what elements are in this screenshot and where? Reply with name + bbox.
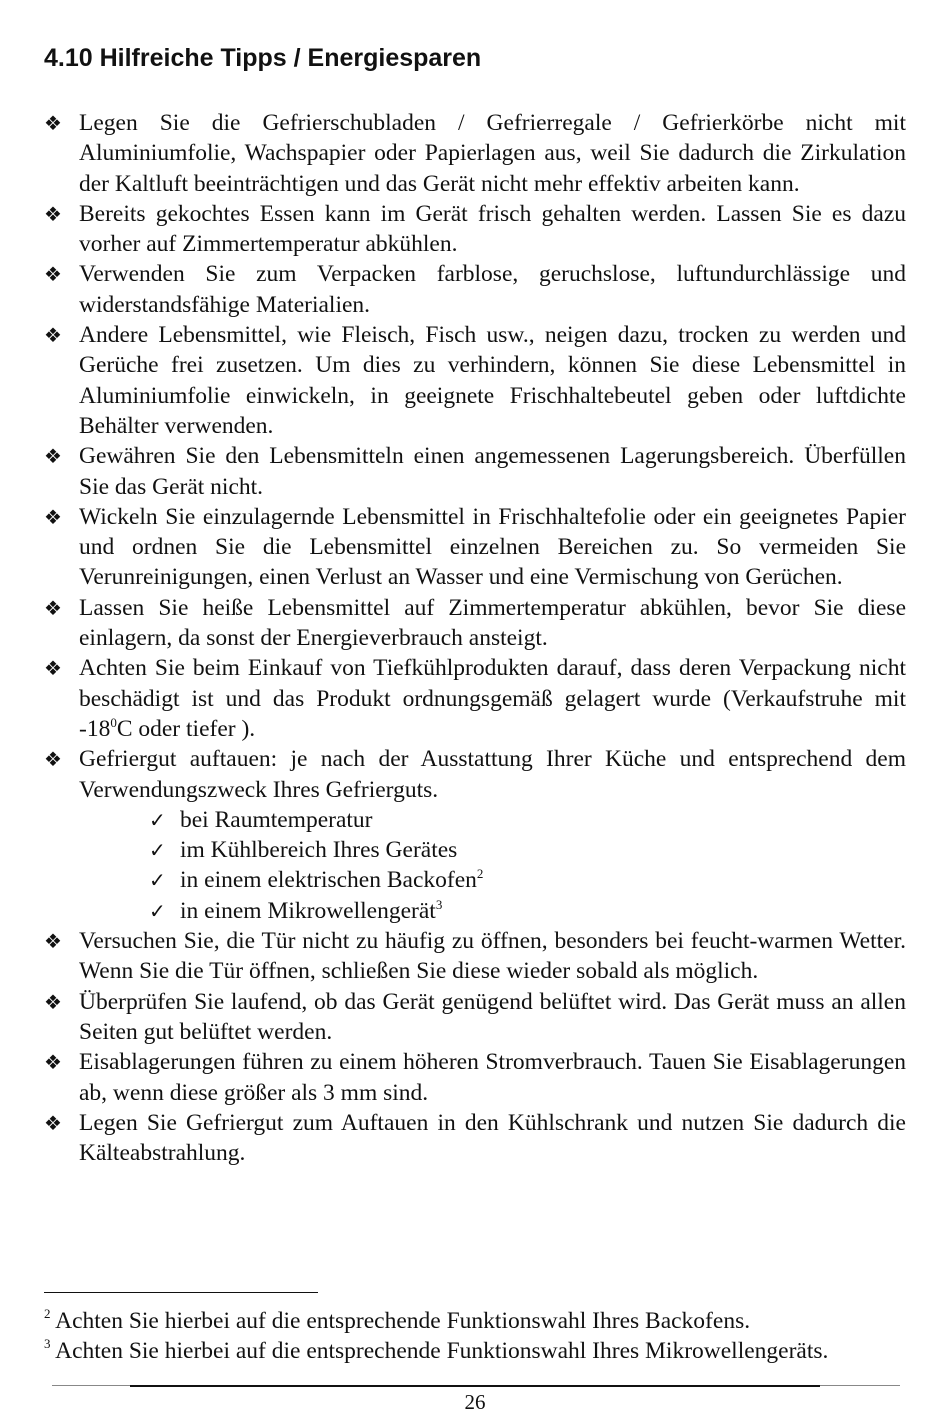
tip-item [44,987,906,1048]
tip-text-part: C oder tiefer ). [116,715,256,742]
tip-item [44,593,906,654]
check-mark-icon: ✓ [149,807,166,832]
thaw-option-item [79,805,906,835]
tip-text: Wickeln Sie einzulagernde Lebensmittel in Frischhaltefolie oder ein geeignetes Papier und ordnen Sie die Lebensmittel einzelnen Bereichen zu. So vermeiden Sie Verunreinigungen, einen Verlust an Wasser und eine Vermischung von Gerüchen. [79,503,906,591]
tip-item [44,259,906,320]
thaw-options-list [79,805,906,926]
tip-text: Gefriergut auftauen: je nach der Ausstattung Ihrer Küche und entsprechend dem Verwendungszweck Ihres Gefrierguts. [79,746,906,803]
four-diamond-ornament-icon: ❖ [44,504,62,529]
tip-text [79,653,906,744]
tip-text: Bereits gekochtes Essen kann im Gerät frisch gehalten werden. Lassen Sie es dazu vorher auf Zimmertemperatur abkühlen. [79,200,906,258]
four-diamond-ornament-icon: ❖ [44,1110,62,1135]
tip-item [44,1047,906,1108]
thaw-option-text: im Kühlbereich Ihres Gerätes [180,837,458,864]
tips-list [44,108,906,1168]
tip-text: Versuchen Sie, die Tür nicht zu häufig zu öffnen, besonders bei feucht-warmen Wetter. Wenn Sie die Tür öffnen, schließen Sie diese wieder sobald als möglich. [79,928,906,985]
thaw-option-text: bei Raumtemperatur [180,806,373,833]
thaw-option-text: in einem Mikrowellengerät [180,897,436,924]
four-diamond-ornament-icon: ❖ [44,929,62,954]
check-mark-icon: ✓ [149,868,166,893]
four-diamond-ornament-icon: ❖ [44,111,62,135]
tip-text: Legen Sie Gefriergut zum Auftauen in den Kühlschrank und nutzen Sie dadurch die Kälteabstrahlung. [79,1109,906,1167]
four-diamond-ornament-icon: ❖ [44,323,62,348]
check-mark-icon: ✓ [149,838,166,863]
tip-item [44,108,906,199]
thaw-option-item [79,865,906,895]
tip-text: Verwenden Sie zum Verpacken farblose, geruchslose, luftundurchlässige und widerstandsfähige Materialien. [79,261,906,318]
footnote-ref[interactable]: 2 [476,866,484,882]
footnote-mark: 2 [44,1306,51,1321]
thaw-option-text: in einem elektrischen Backofen [180,867,477,894]
thaw-option-item [79,896,906,926]
tip-item [44,441,906,502]
thaw-option-item [79,835,906,865]
four-diamond-ornament-icon: ❖ [44,444,62,469]
four-diamond-ornament-icon: ❖ [44,201,62,226]
check-mark-icon: ✓ [149,898,166,923]
footnote-text: Achten Sie hierbei auf die entsprechende Funktionswahl Ihres Mikrowellengeräts. [55,1338,829,1365]
footnote [44,1336,924,1366]
superscript-degree: 0 [110,714,117,730]
four-diamond-ornament-icon: ❖ [44,747,62,772]
section-heading: 4.10 Hilfreiche Tipps / Energiesparen [44,44,482,72]
tip-text-part: Achten Sie beim Einkauf von Tiefkühlprodukten darauf, dass deren Verpackung nicht beschädigt ist und das Produkt ordnungsgemäß gelagert wurde (Verkaufstruhe mit -18 [79,655,906,742]
page-number: 26 [464,1390,486,1414]
page-footer-rule-accent [130,1385,820,1387]
footnote-ref[interactable]: 3 [435,896,443,912]
tip-item [44,653,906,744]
tip-text: Legen Sie die Gefrierschubladen / Gefrierregale / Gefrierkörbe nicht mit Aluminiumfolie, Wachspapier oder Papierlagen aus, weil Sie dadurch die Zirkulation der Kaltluft beeinträchtigen und das Gerät nicht mehr effektiv arbeiten kann. [79,110,906,197]
tip-item [44,1108,906,1169]
tip-item [44,502,906,593]
tip-text: Andere Lebensmittel, wie Fleisch, Fisch usw., neigen dazu, trocken zu werden und Gerüche frei zusetzen. Um dies zu verhindern, können Sie diese Lebensmittel in Aluminiumfolie einwickeln, in geeignete Frischhaltebeutel geben oder luftdichte Behälter verwenden. [79,322,906,439]
tip-text: Überprüfen Sie laufend, ob das Gerät genügend belüftet wird. Das Gerät muss an allen Seiten gut belüftet werden. [79,988,906,1045]
tip-text: Eisablagerungen führen zu einem höheren Stromverbrauch. Tauen Sie Eisablagerungen ab, wenn diese größer als 3 mm sind. [79,1049,906,1106]
footnote-text: Achten Sie hierbei auf die entsprechende Funktionswahl Ihres Backofens. [55,1308,751,1334]
tip-item [44,744,906,926]
footnote-separator [44,1292,318,1293]
footnote [44,1306,924,1336]
four-diamond-ornament-icon: ❖ [44,656,62,681]
tip-item [44,926,906,987]
footnote-mark: 3 [44,1336,51,1352]
tip-text: Gewähren Sie den Lebensmitteln einen angemessenen Lagerungsbereich. Überfüllen Sie das Gerät nicht. [79,443,906,500]
tip-item [44,199,906,260]
tip-text: Lassen Sie heiße Lebensmittel auf Zimmertemperatur abkühlen, bevor Sie diese einlagern, da sonst der Energieverbrauch ansteigt. [79,594,906,652]
tip-item [44,320,906,441]
four-diamond-ornament-icon: ❖ [44,262,62,287]
footnotes [44,1306,924,1367]
four-diamond-ornament-icon: ❖ [44,595,62,620]
four-diamond-ornament-icon: ❖ [44,989,62,1014]
four-diamond-ornament-icon: ❖ [44,1050,62,1075]
